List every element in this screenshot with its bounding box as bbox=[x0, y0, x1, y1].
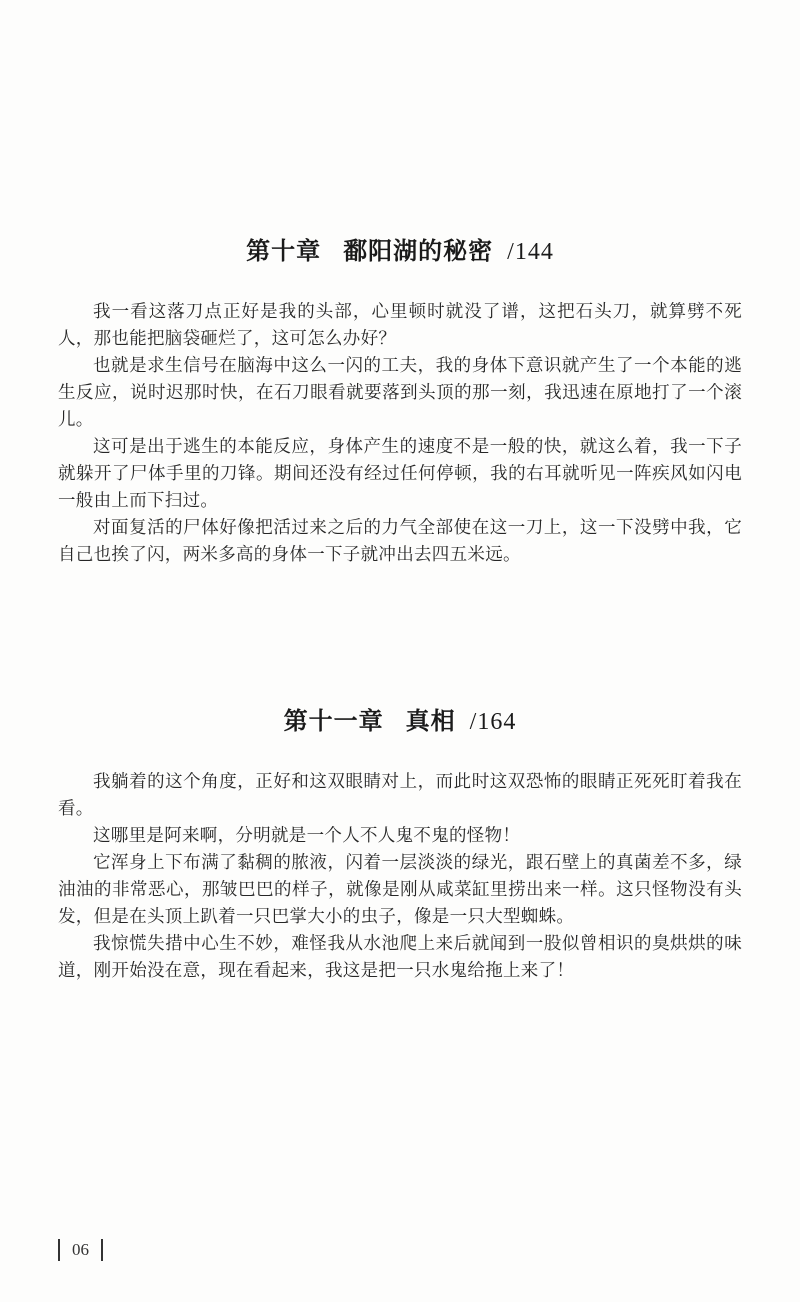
folio-left-bar bbox=[58, 1239, 60, 1261]
page-folio bbox=[58, 1236, 103, 1264]
chapter-title: 鄱阳湖的秘密 bbox=[343, 236, 494, 265]
chapter-section-11 bbox=[58, 703, 742, 985]
paragraph: 我躺着的这个角度，正好和这双眼睛对上，而此时这双恐怖的眼睛正死死盯着我在看。 bbox=[58, 772, 742, 819]
paragraph: 也就是求生信号在脑海中这么一闪的工夫，我的身体下意识就产生了一个本能的逃生反应，说时迟那时快，在石刀眼看就要落到头顶的那一刻，我迅速在原地打了一个滚儿。 bbox=[58, 356, 742, 430]
chapter-title: 真相 bbox=[405, 706, 456, 735]
chapter-page-ref: /144 bbox=[507, 239, 554, 265]
chapter-heading bbox=[58, 233, 742, 269]
paragraph: 这哪里是阿来啊，分明就是一个人不人鬼不鬼的怪物！ bbox=[93, 826, 521, 846]
page-number: 06 bbox=[72, 1240, 89, 1259]
paragraph: 它浑身上下布满了黏稠的脓液，闪着一层淡淡的绿光，跟石壁上的真菌差不多，绿油油的非常恶心，那皱巴巴的样子，就像是刚从咸菜缸里捞出来一样。这只怪物没有头发，但是在头顶上趴着一只巴掌大小的虫子，像是一只大型蜘蛛。 bbox=[58, 853, 742, 927]
paragraph: 对面复活的尸体好像把活过来之后的力气全部使在这一刀上，这一下没劈中我，它自己也挨了闪，两米多高的身体一下子就冲出去四五米远。 bbox=[58, 518, 742, 565]
folio-right-bar bbox=[101, 1239, 103, 1261]
chapter-page-ref: /164 bbox=[469, 709, 517, 735]
paragraph: 这可是出于逃生的本能反应，身体产生的速度不是一般的快，就这么着，我一下子就躲开了尸体手里的刀锋。期间还没有经过任何停顿，我的右耳就听见一阵疾风如闪电一般由上而下扫过。 bbox=[58, 437, 742, 511]
chapter-number: 第十章 bbox=[246, 236, 322, 265]
paragraph: 我惊慌失措中心生不妙，难怪我从水池爬上来后就闻到一股似曾相识的臭烘烘的味道，刚开始没在意，现在看起来，我这是把一只水鬼给拖上来了！ bbox=[58, 934, 742, 981]
chapter-section-10 bbox=[58, 233, 742, 569]
chapter-heading bbox=[58, 703, 742, 739]
paragraph: 我一看这落刀点正好是我的头部，心里顿时就没了谱，这把石头刀，就算劈不死人，那也能把脑袋砸烂了，这可怎么办好？ bbox=[58, 302, 742, 349]
chapter-number: 第十一章 bbox=[283, 706, 384, 735]
